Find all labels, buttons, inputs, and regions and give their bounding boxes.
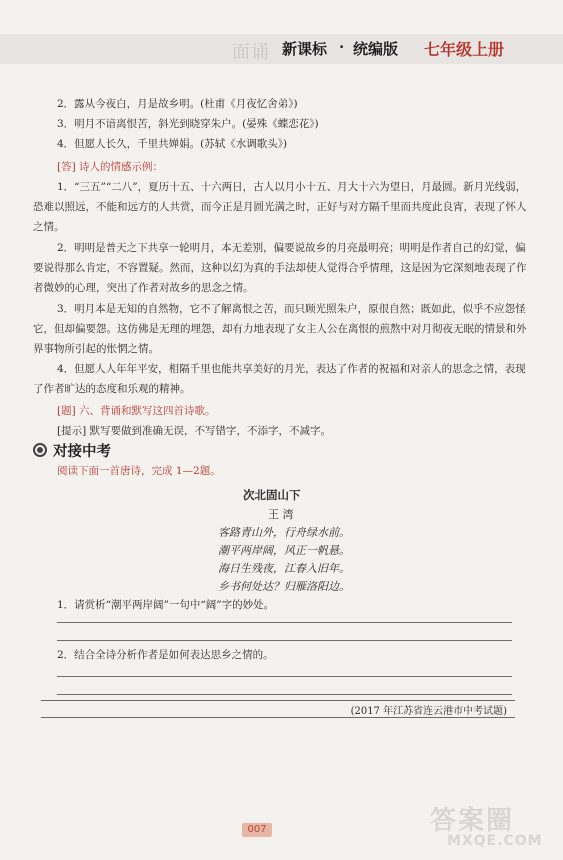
answer-label: [答] 诗人的情感示例： [57, 161, 164, 173]
source-box [41, 700, 515, 718]
answer-line[interactable] [57, 694, 512, 695]
poem-title: 次北固山下 [243, 488, 301, 502]
answer-line[interactable] [57, 676, 512, 677]
question-label: [题] 六、背诵和默写这四首诗歌。 [57, 405, 216, 417]
text-line: 2．露从今夜白，月是故乡明。(杜甫《月夜忆舍弟》) [57, 98, 298, 110]
hint-line: [提示] 默写要做到准确无误，不写错字，不添字，不减字。 [57, 425, 332, 437]
exam-source: (2017 年江苏省连云港市中考试题) [350, 706, 507, 717]
text-line: 界事物所引起的怅惘之情。 [33, 343, 159, 355]
section-title: 对接中考 [53, 444, 111, 460]
header-series: 统编版 [353, 40, 399, 58]
answer-line[interactable] [57, 640, 512, 641]
text-line: 4．但愿人人年年平安，相隔千里也能共享美好的月光，表达了作者的祝福和对亲人的思念之情，表现 [57, 363, 526, 375]
instruction: 阅读下面一首唐诗，完成 1—2题。 [57, 465, 221, 477]
question-1: 1．请赏析“潮平两岸阔”一句中“阔”字的妙处。 [57, 599, 275, 611]
text-line: 了作者旷达的态度和乐观的精神。 [33, 383, 191, 395]
section-heading [33, 440, 111, 461]
poem-verse: 客路青山外，行舟绿水前。 [218, 526, 350, 539]
header-dot: · [339, 38, 345, 56]
watermark-logo: 答案圈 [430, 806, 515, 836]
poem-author: 王 湾 [268, 508, 294, 521]
question-2: 2．结合全诗分析作者是如何表达思乡之情的。 [57, 649, 274, 661]
answer-line[interactable] [57, 622, 512, 623]
text-line: 3．明月不谙离恨苦，斜光到晓穿朱户。(晏殊《蝶恋花》) [57, 118, 319, 130]
text-line: 要说得那么肯定，不容置疑。然而，这种以幻为真的手法却使人觉得合乎情理，这是因为它深刻地表现了作 [33, 262, 527, 274]
text-line: 者微妙的心理，突出了作者对故乡的思念之情。 [33, 282, 254, 294]
target-icon [33, 443, 47, 457]
poem-verse: 潮平两岸阔，风正一帆悬。 [218, 544, 350, 557]
text-line: 之情。 [33, 221, 65, 233]
text-line: 它，但却偏要怨。这仿佛是无理的埋怨，却有力地表现了女主人公在离恨的煎熬中对月彻夜无眠的情景和外 [33, 323, 527, 335]
poem-verse: 海日生残夜，江春入旧年。 [218, 562, 350, 575]
header-grade: 七年级上册 [424, 40, 505, 59]
text-line: 1．“三五”“二八”，夏历十五、十六两日，古人以月小十五、月大十六为望日，月最圆。新月光线弱， [57, 181, 527, 193]
text-line: 4．但愿人长久，千里共婵娟。(苏轼《水调歌头》) [57, 138, 288, 150]
poem-verse: 乡书何处达？归雁洛阳边。 [218, 580, 350, 593]
header-title: 新课标 [282, 40, 328, 58]
text-line: 恐难以照远，不能和远方的人共赏，而今正是月圆光满之时，正好与对方隔千里而共度此良宵，表现了怀人 [33, 201, 527, 213]
page-number: 007 [242, 823, 272, 837]
header-ghost-text: 面诵 [232, 42, 270, 63]
text-line: 2．明明是普天之下共享一轮明月，本无差别，偏要说故乡的月亮最明亮；明明是作者自己的幻觉，偏 [57, 242, 526, 254]
watermark-url: MXQE.COM [447, 833, 543, 849]
text-line: 3．明月本是无知的自然物，它不了解离恨之苦，而只顾光照朱户，原很自然；既如此，似乎不应怨怪 [57, 303, 526, 315]
